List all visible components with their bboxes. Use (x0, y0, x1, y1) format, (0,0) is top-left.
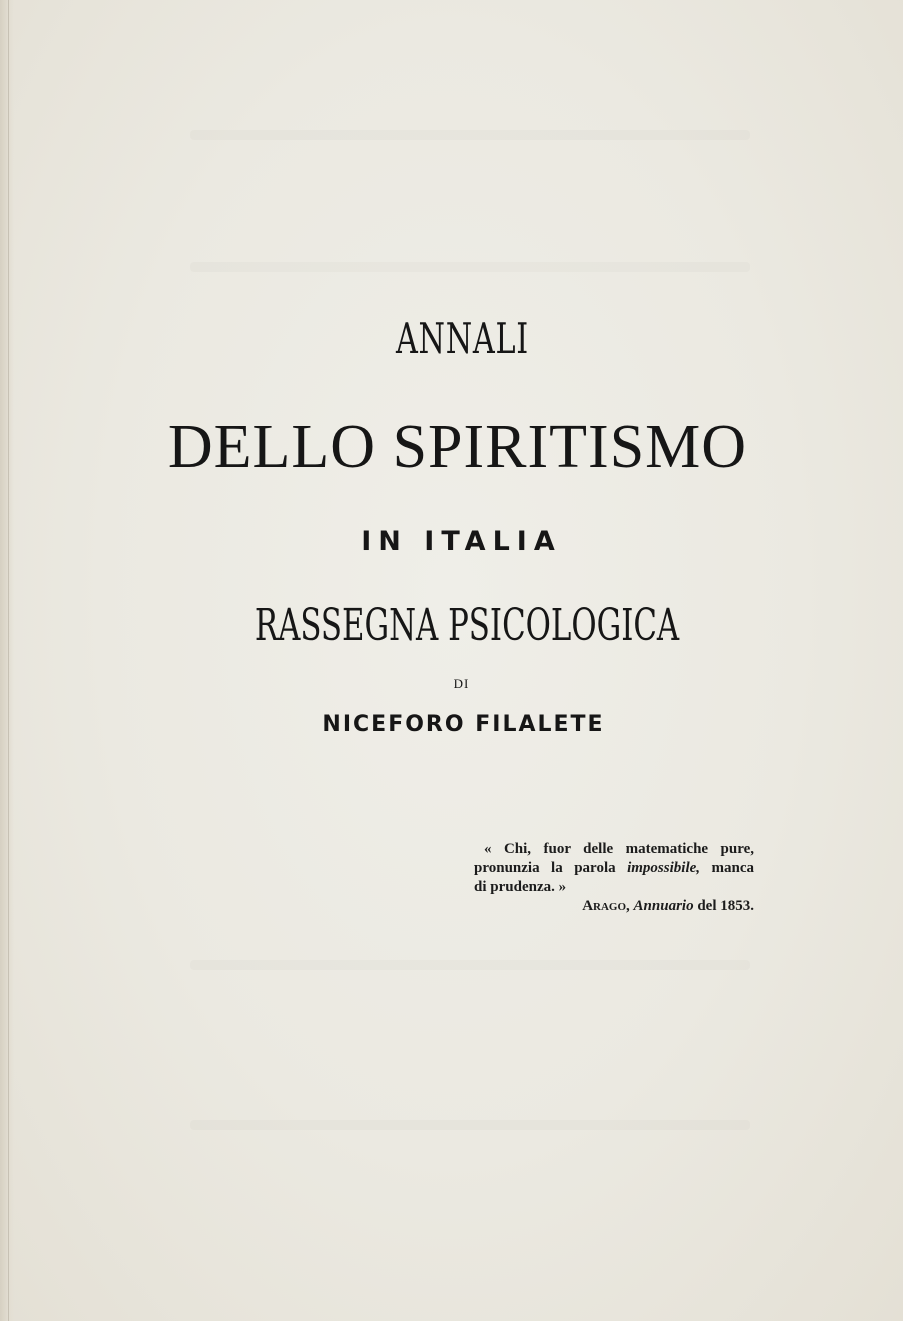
show-through-bleed (190, 960, 750, 970)
subtitle-rassegna-psicologica: RASSEGNA PSICOLOGICA (254, 600, 680, 651)
page-left-edge (0, 0, 14, 1321)
author-name: NICEFORO FILALETE (322, 712, 605, 737)
epigraph-line-3 (474, 878, 754, 897)
epigraph-text-part4: di prudenza. (474, 879, 555, 895)
attribution-name: Arago, (582, 898, 630, 914)
epigraph-text-part1: Chi, fuor delle matematiche pure, (503, 841, 754, 857)
title-line-dello-spiritismo: DELLO SPIRITISMO (167, 413, 748, 481)
epigraph-open-quote: « (484, 841, 492, 857)
epigraph-close-quote: » (558, 879, 567, 895)
attribution-work: Annuario (633, 898, 694, 914)
epigraph-text-part3: manca (711, 860, 754, 876)
show-through-bleed (190, 1120, 750, 1130)
epigraph-italic-word: impossibile, (627, 860, 701, 876)
title-line-annali: ANNALI (396, 314, 529, 363)
page-fold-line (8, 0, 9, 1321)
epigraph-line-2 (474, 859, 754, 878)
epigraph (474, 840, 754, 916)
show-through-bleed (190, 262, 750, 272)
title-line-in-italia: IN ITALIA (361, 526, 562, 557)
epigraph-text-part2: pronunzia la parola (474, 860, 616, 876)
attribution-year: del 1853. (697, 898, 754, 914)
by-line: DI (453, 676, 470, 691)
epigraph-attribution (474, 897, 754, 916)
epigraph-line-1 (474, 840, 754, 859)
show-through-bleed (190, 130, 750, 140)
